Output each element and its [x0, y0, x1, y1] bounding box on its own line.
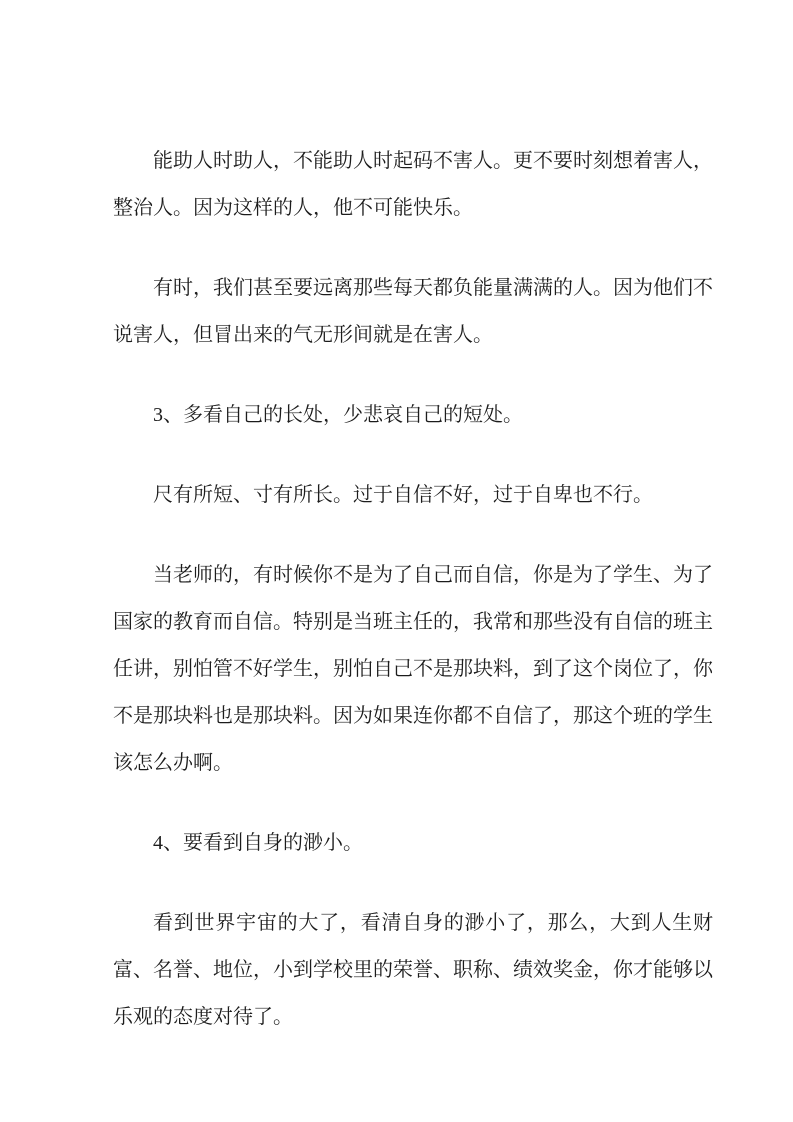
- paragraph-smallness-of-self: 看到世界宇宙的大了，看清自身的渺小了，那么，大到人生财富、名誉、地位，小到学校里的荣誉、职称、绩效奖金，你才能够以乐观的态度对待了。: [113, 912, 713, 1028]
- paragraph-strengths-weaknesses: 尺有所短、寸有所长。过于自信不好，过于自卑也不行。: [153, 484, 653, 506]
- numbered-point-4: 4、要看到自身的渺小。: [153, 832, 363, 854]
- numbered-point-3: 3、多看自己的长处，少悲哀自己的短处。: [153, 404, 523, 426]
- paragraph-teacher-confidence: 当老师的，有时候你不是为了自己而自信，你是为了学生、为了国家的教育而自信。特别是当班主任的，我常和那些没有自信的班主任讲，别怕管不好学生，别怕自己不是那块料，到了这个岗位了，你不是那块料也是那块料。因为如果连你都不自信了，那这个班的学生该怎么办啊。: [113, 564, 713, 774]
- paragraph-helping-people: 能助人时助人，不能助人时起码不害人。更不要时刻想着害人，整治人。因为这样的人，他不可能快乐。: [113, 150, 713, 219]
- paragraph-negative-energy: 有时，我们甚至要远离那些每天都负能量满满的人。因为他们不说害人，但冒出来的气无形间就是在害人。: [113, 277, 713, 346]
